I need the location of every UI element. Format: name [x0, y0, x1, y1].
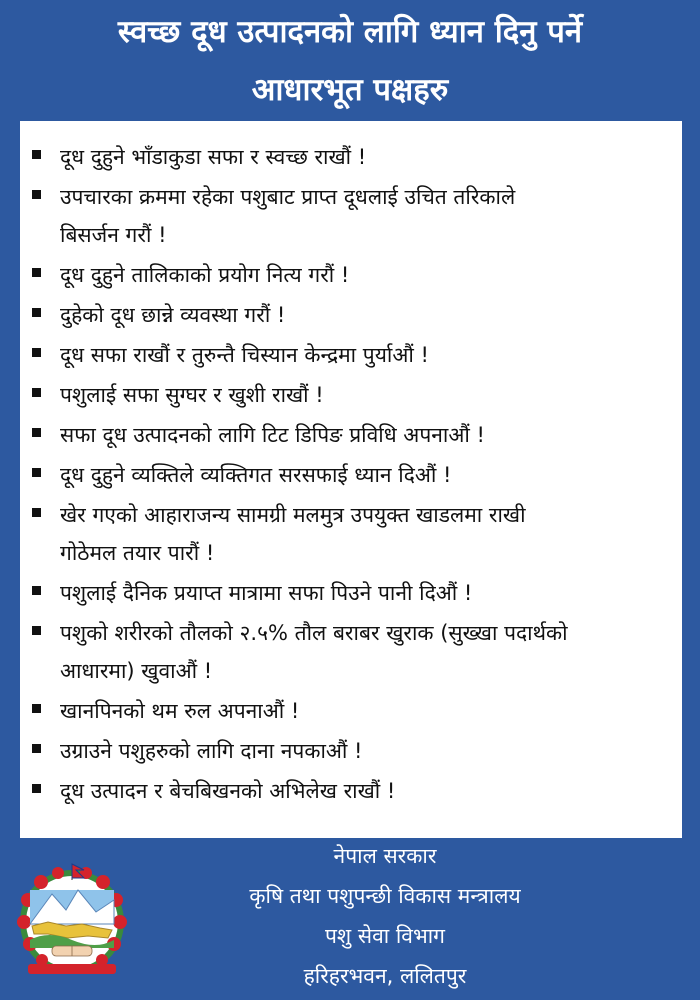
- guideline-item: [30, 138, 568, 176]
- bullet-square-icon: [32, 308, 41, 317]
- footer-ministry: कृषि तथा पशुपन्छी विकास मन्त्रालय: [249, 884, 521, 908]
- guideline-text: पशुको शरीरको तौलको २.५% तौल बराबर खुराक (सुख्खा पदार्थको: [60, 621, 568, 645]
- guideline-text: पशुलाई सफा सुग्घर र खुशी राखौं !: [60, 383, 324, 407]
- bullet-square-icon: [32, 348, 41, 357]
- guideline-item: [30, 692, 568, 730]
- guideline-item: [30, 496, 568, 572]
- guideline-item: [30, 416, 568, 454]
- guideline-text: दूध सफा राखौं र तुरुन्तै चिस्यान केन्द्रमा पुर्याऔं !: [60, 343, 429, 367]
- guideline-item: [30, 336, 568, 374]
- guideline-text: पशुलाई दैनिक प्रयाप्त मात्रामा सफा पिउने पानी दिऔं !: [60, 581, 473, 605]
- bullet-square-icon: [32, 744, 41, 753]
- guideline-text: खेर गएको आहाराजन्य सामग्री मलमुत्र उपयुक्त खाडलमा राखी: [60, 503, 526, 527]
- guideline-text: आधारमा) खुवाऔं !: [60, 659, 213, 683]
- bullet-square-icon: [32, 428, 41, 437]
- page-title-line-1: स्वच्छ दूध उत्पादनको लागि ध्यान दिनु पर्ने: [117, 14, 583, 50]
- bullet-square-icon: [32, 468, 41, 477]
- bullet-square-icon: [32, 190, 41, 199]
- guideline-text: दूध उत्पादन र बेचबिखनको अभिलेख राखौं !: [60, 779, 396, 803]
- guideline-text: खानपिनको थम रुल अपनाऔं !: [60, 699, 300, 723]
- footer-department: पशु सेवा विभाग: [324, 924, 445, 948]
- mountain-icon: [30, 890, 114, 924]
- footer-government: नेपाल सरकार: [333, 844, 437, 868]
- guideline-text: दूध दुहुने भाँडाकुडा सफा र स्वच्छ राखौं !: [60, 145, 367, 169]
- bullet-square-icon: [32, 508, 41, 517]
- footer-address: हरिहरभवन, ललितपुर: [303, 964, 467, 988]
- guideline-item: [30, 296, 568, 334]
- guideline-text: सफा दूध उत्पादनको लागि टिट डिपिङ प्रविधि अपनाऔं !: [60, 423, 485, 447]
- guideline-text: दुहेको दूध छान्ने व्यवस्था गरौं !: [60, 303, 286, 327]
- guideline-item: [30, 614, 568, 690]
- guideline-item: [30, 574, 568, 612]
- guideline-item: [30, 772, 568, 810]
- guideline-item: [30, 376, 568, 414]
- bullet-square-icon: [32, 388, 41, 397]
- bullet-square-icon: [32, 586, 41, 595]
- guideline-text: दूध दुहुने तालिकाको प्रयोग नित्य गरौं !: [60, 263, 350, 287]
- bullet-square-icon: [32, 626, 41, 635]
- page-title-line-2: आधारभूत पक्षहरु: [251, 72, 449, 108]
- guideline-text: उग्राउने पशुहरुको लागि दाना नपकाऔं !: [60, 739, 363, 763]
- bullet-square-icon: [32, 150, 41, 159]
- guidelines-list: [30, 138, 568, 810]
- guideline-item: [30, 256, 568, 294]
- motto-ribbon: [28, 964, 116, 974]
- guideline-text: दूध दुहुने व्यक्तिले व्यक्तिगत सरसफाई ध्यान दिऔं !: [60, 463, 452, 487]
- bullet-square-icon: [32, 784, 41, 793]
- guideline-text: बिसर्जन गरौं !: [60, 223, 167, 247]
- guideline-item: [30, 178, 568, 254]
- handshake-icon: [52, 946, 92, 956]
- bullet-square-icon: [32, 268, 41, 277]
- guideline-text: उपचारका क्रममा रहेका पशुबाट प्राप्त दूधलाई उचित तरिकाले: [60, 185, 516, 209]
- guideline-item: [30, 456, 568, 494]
- guidelines-panel: [20, 121, 682, 838]
- guideline-text: गोठेमल तयार पारौं !: [60, 541, 215, 565]
- nepal-government-emblem-icon: [8, 860, 136, 980]
- bullet-square-icon: [32, 704, 41, 713]
- guideline-item: [30, 732, 568, 770]
